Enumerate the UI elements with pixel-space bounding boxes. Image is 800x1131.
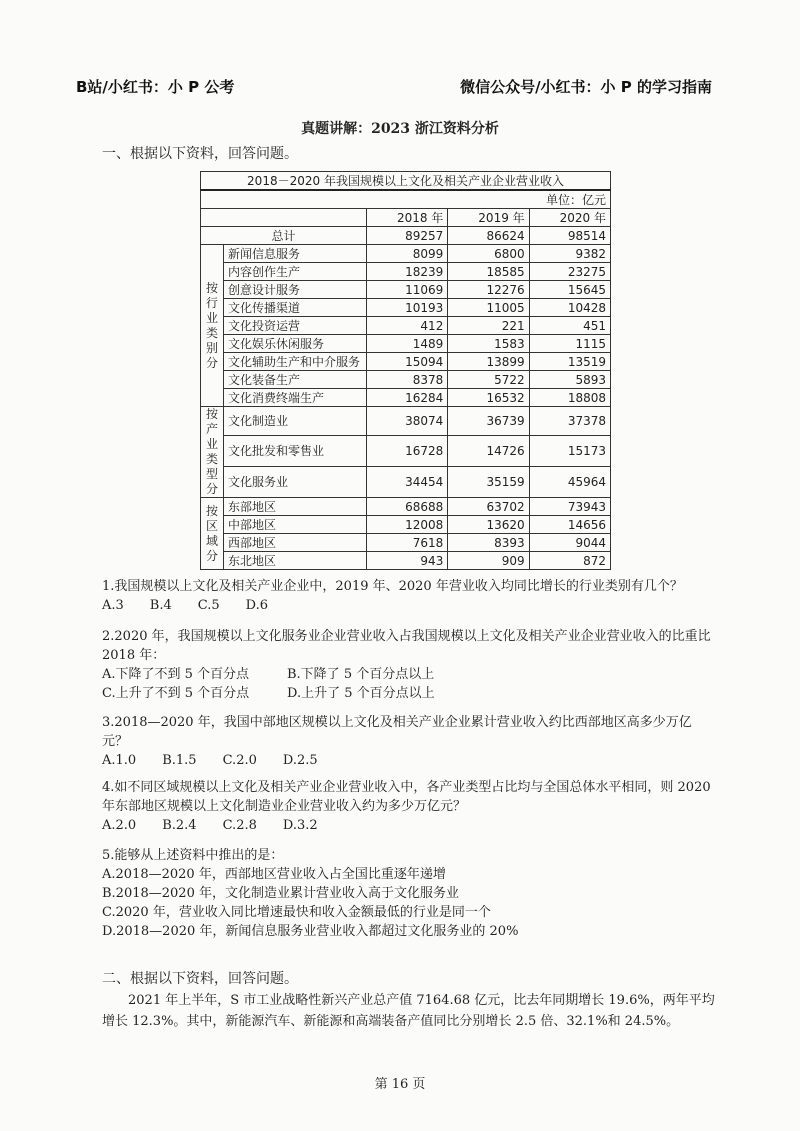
total-label: 总计 bbox=[201, 227, 367, 245]
total-value: 89257 bbox=[367, 227, 448, 245]
cell-value: 15094 bbox=[367, 353, 448, 371]
year-header: 2018 年 bbox=[367, 209, 448, 227]
row-label: 文化投资运营 bbox=[224, 317, 367, 335]
cell-value: 9044 bbox=[529, 534, 610, 552]
question-2 bbox=[102, 627, 712, 703]
table-row bbox=[201, 245, 611, 263]
cell-value: 10193 bbox=[367, 299, 448, 317]
row-label: 创意设计服务 bbox=[224, 281, 367, 299]
option: C.上升了不到 5 个百分点 bbox=[102, 686, 250, 701]
option: C.2020 年，营业收入同比增速最快和收入金额最低的行业是同一个 bbox=[102, 905, 491, 920]
table-row bbox=[201, 552, 611, 570]
table-row bbox=[201, 299, 611, 317]
table-row bbox=[201, 335, 611, 353]
option: B.1.5 bbox=[162, 753, 197, 768]
table-row bbox=[201, 317, 611, 335]
table-row bbox=[201, 534, 611, 552]
cell-value: 872 bbox=[529, 552, 610, 570]
cell-value: 18239 bbox=[367, 263, 448, 281]
cell-value: 1583 bbox=[448, 335, 529, 353]
option: B.2018—2020 年，文化制造业累计营业收入高于文化服务业 bbox=[102, 886, 459, 901]
row-label: 新闻信息服务 bbox=[224, 245, 367, 263]
question-1 bbox=[102, 577, 712, 615]
question-3 bbox=[102, 713, 712, 770]
section-1-heading: 一、根据以下资料，回答问题。 bbox=[102, 146, 298, 162]
page-title: 真题讲解：2023 浙江资料分析 bbox=[301, 121, 499, 137]
header-right: 微信公众号/小红书：小 P 的学习指南 bbox=[460, 78, 712, 96]
option: A.下降了不到 5 个百分点 bbox=[102, 667, 250, 682]
header-left: B站/小红书：小 P 公考 bbox=[76, 78, 235, 96]
row-label: 文化批发和零售业 bbox=[224, 436, 367, 467]
table-row bbox=[201, 467, 611, 498]
section-2-heading: 二、根据以下资料，回答问题。 bbox=[102, 971, 298, 987]
question-text: 2.2020 年，我国规模以上文化服务业企业营业收入占我国规模以上文化及相关产业企业营业收入的比重比 2018 年： bbox=[102, 629, 711, 663]
cell-value: 221 bbox=[448, 317, 529, 335]
question-text: 5.能够从上述资料中推出的是： bbox=[102, 848, 284, 863]
cell-value: 16532 bbox=[448, 389, 529, 407]
table-row bbox=[201, 516, 611, 534]
question-5 bbox=[102, 846, 712, 941]
row-label: 东北地区 bbox=[224, 552, 367, 570]
cell-value: 12276 bbox=[448, 281, 529, 299]
cell-value: 14656 bbox=[529, 516, 610, 534]
row-label: 文化消费终端生产 bbox=[224, 389, 367, 407]
cell-value: 1489 bbox=[367, 335, 448, 353]
year-header: 2020 年 bbox=[529, 209, 610, 227]
cell-value: 451 bbox=[529, 317, 610, 335]
question-text: 4.如不同区域规模以上文化及相关产业企业营业收入中，各产业类型占比均与全国总体水平相同，则 2020 年东部地区规模以上文化制造业企业营业收入约为多少万亿元？ bbox=[102, 780, 711, 814]
cell-value: 13519 bbox=[529, 353, 610, 371]
cell-value: 15645 bbox=[529, 281, 610, 299]
cell-value: 18585 bbox=[448, 263, 529, 281]
section-2-paragraph: 2021 年上半年，S 市工业战略性新兴产业总产值 7164.68 亿元，比去年同期增长 19.6%，两年平均增长 12.3%。其中，新能源汽车、新能源和高端装备产值同比分别增长 2.5 倍、32.1%和 24.5%。 bbox=[102, 993, 715, 1029]
option: B.4 bbox=[149, 598, 172, 613]
cell-value: 68688 bbox=[367, 498, 448, 516]
cell-value: 1115 bbox=[529, 335, 610, 353]
header-blank-cell bbox=[201, 209, 367, 227]
group-label-text: 按行业类别分 bbox=[205, 280, 218, 370]
row-label: 文化辅助生产和中介服务 bbox=[224, 353, 367, 371]
cell-value: 34454 bbox=[367, 467, 448, 498]
total-row bbox=[201, 227, 611, 245]
cell-value: 16728 bbox=[367, 436, 448, 467]
table-row bbox=[201, 498, 611, 516]
options-row bbox=[102, 665, 712, 684]
row-label: 文化娱乐休闲服务 bbox=[224, 335, 367, 353]
cell-value: 37378 bbox=[529, 407, 610, 436]
option: C.2.8 bbox=[222, 818, 257, 833]
cell-value: 13620 bbox=[448, 516, 529, 534]
cell-value: 13899 bbox=[448, 353, 529, 371]
row-label: 文化服务业 bbox=[224, 467, 367, 498]
table-unit: 单位：亿元 bbox=[201, 190, 611, 209]
option: D.6 bbox=[245, 598, 269, 613]
cell-value: 15173 bbox=[529, 436, 610, 467]
options bbox=[102, 596, 712, 615]
row-label: 西部地区 bbox=[224, 534, 367, 552]
cell-value: 10428 bbox=[529, 299, 610, 317]
group-label-text: 按区域分 bbox=[205, 503, 218, 563]
row-label: 文化传播渠道 bbox=[224, 299, 367, 317]
cell-value: 14726 bbox=[448, 436, 529, 467]
year-header: 2019 年 bbox=[448, 209, 529, 227]
question-text: 1.我国规模以上文化及相关产业企业中，2019 年、2020 年营业收入均同比增长的行业类别有几个？ bbox=[102, 579, 683, 594]
cell-value: 6800 bbox=[448, 245, 529, 263]
cell-value: 11005 bbox=[448, 299, 529, 317]
group-label-industry bbox=[201, 245, 224, 407]
option: D.2018—2020 年，新闻信息服务业营业收入都超过文化服务业的 20% bbox=[102, 924, 519, 939]
row-label: 东部地区 bbox=[224, 498, 367, 516]
total-value: 86624 bbox=[448, 227, 529, 245]
cell-value: 18808 bbox=[529, 389, 610, 407]
table-row bbox=[201, 281, 611, 299]
table-row bbox=[201, 353, 611, 371]
options bbox=[102, 751, 712, 770]
option: A.2018—2020 年，西部地区营业收入占全国比重逐年递增 bbox=[102, 867, 446, 882]
page-number: 第 16 页 bbox=[374, 1077, 426, 1092]
cell-value: 5893 bbox=[529, 371, 610, 389]
option: C.5 bbox=[197, 598, 220, 613]
cell-value: 7618 bbox=[367, 534, 448, 552]
cell-value: 36739 bbox=[448, 407, 529, 436]
revenue-table bbox=[200, 171, 611, 570]
option: D.2.5 bbox=[282, 753, 318, 768]
option: C.2.0 bbox=[222, 753, 257, 768]
cell-value: 12008 bbox=[367, 516, 448, 534]
table-row bbox=[201, 263, 611, 281]
table-caption: 2018－2020 年我国规模以上文化及相关产业企业营业收入 bbox=[201, 172, 611, 191]
cell-value: 8099 bbox=[367, 245, 448, 263]
option: B.下降了 5 个百分点以上 bbox=[287, 667, 435, 682]
table-row bbox=[201, 371, 611, 389]
row-label: 文化制造业 bbox=[224, 407, 367, 436]
option: D.上升了 5 个百分点以上 bbox=[287, 686, 435, 701]
table-header-row bbox=[201, 209, 611, 227]
table-row bbox=[201, 436, 611, 467]
cell-value: 5722 bbox=[448, 371, 529, 389]
option: A.2.0 bbox=[102, 818, 137, 833]
total-value: 98514 bbox=[529, 227, 610, 245]
cell-value: 38074 bbox=[367, 407, 448, 436]
option: D.3.2 bbox=[282, 818, 318, 833]
cell-value: 9382 bbox=[529, 245, 610, 263]
row-label: 内容创作生产 bbox=[224, 263, 367, 281]
row-label: 文化装备生产 bbox=[224, 371, 367, 389]
table-unit-row bbox=[201, 190, 611, 209]
options bbox=[102, 816, 712, 835]
cell-value: 8378 bbox=[367, 371, 448, 389]
cell-value: 909 bbox=[448, 552, 529, 570]
row-label: 中部地区 bbox=[224, 516, 367, 534]
group-label-region bbox=[201, 498, 224, 570]
options-row bbox=[102, 684, 712, 703]
group-label-industry-type bbox=[201, 407, 224, 498]
cell-value: 8393 bbox=[448, 534, 529, 552]
table-row bbox=[201, 389, 611, 407]
cell-value: 45964 bbox=[529, 467, 610, 498]
cell-value: 73943 bbox=[529, 498, 610, 516]
cell-value: 11069 bbox=[367, 281, 448, 299]
group-label-text: 按产业类型分 bbox=[205, 407, 218, 496]
cell-value: 943 bbox=[367, 552, 448, 570]
option: B.2.4 bbox=[162, 818, 197, 833]
cell-value: 16284 bbox=[367, 389, 448, 407]
table-caption-row bbox=[201, 172, 611, 191]
option: A.3 bbox=[102, 598, 124, 613]
option: A.1.0 bbox=[102, 753, 137, 768]
cell-value: 63702 bbox=[448, 498, 529, 516]
cell-value: 23275 bbox=[529, 263, 610, 281]
table-row bbox=[201, 407, 611, 436]
question-text: 3.2018—2020 年，我国中部地区规模以上文化及相关产业企业累计营业收入约比西部地区高多少万亿元？ bbox=[102, 715, 692, 749]
question-4 bbox=[102, 778, 712, 835]
cell-value: 35159 bbox=[448, 467, 529, 498]
cell-value: 412 bbox=[367, 317, 448, 335]
